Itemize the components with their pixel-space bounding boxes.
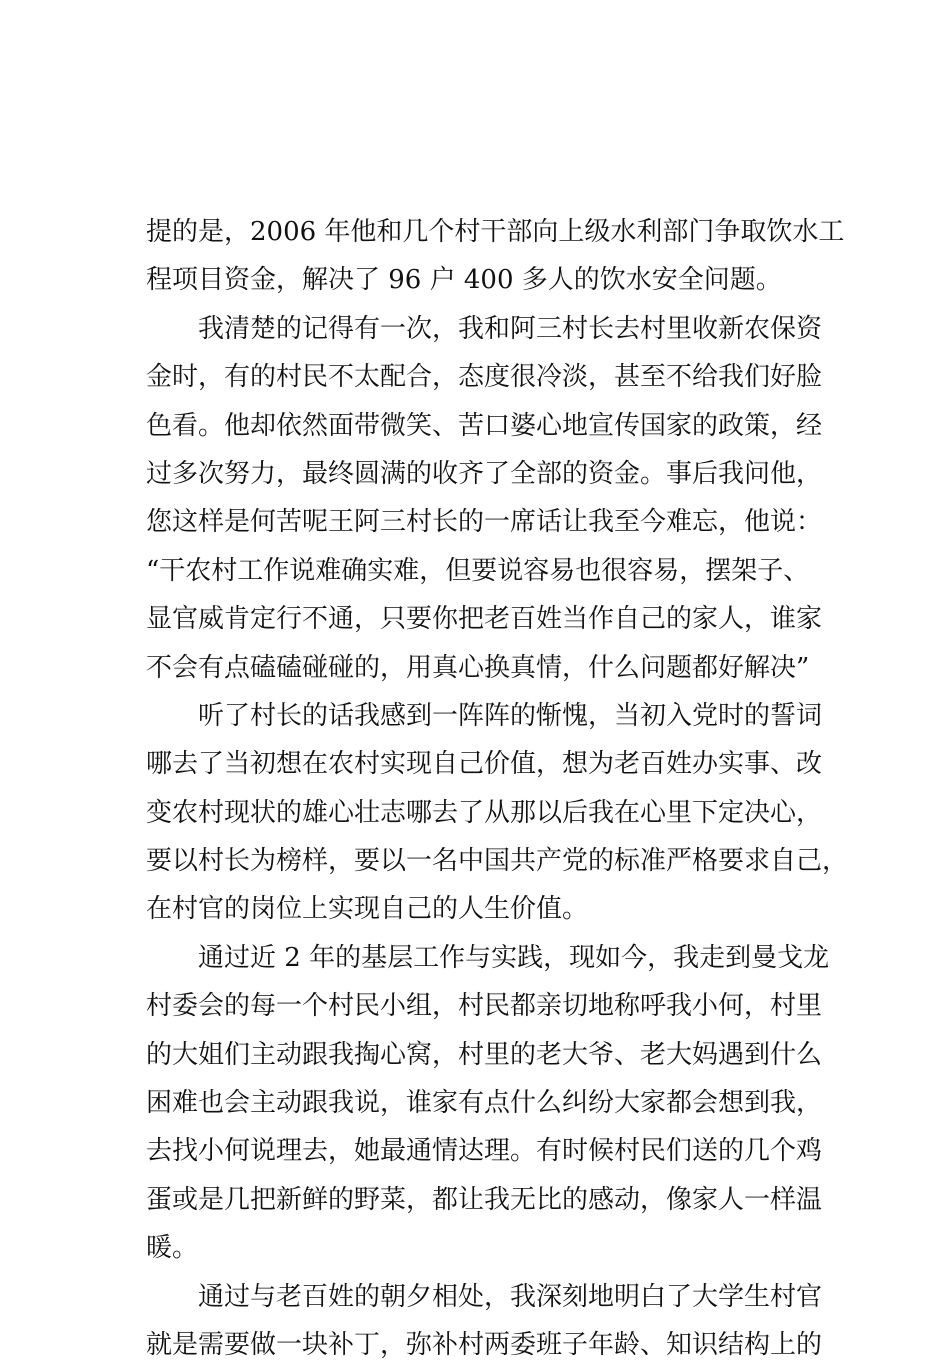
paragraph-start-line: 通过与老百姓的朝夕相处，我深刻地明白了大学生村官 <box>198 1281 823 1312</box>
text-line: 显官威肯定行不通，只要你把老百姓当作自己的家人，谁家 <box>146 604 823 635</box>
paragraph-start-line: 我清楚的记得有一次，我和阿三村长去村里收新农保资 <box>198 313 823 344</box>
text-line: 暖。 <box>146 1233 199 1264</box>
text-line: “干农村工作说难确实难，但要说容易也很容易，摆架子、 <box>146 555 810 586</box>
text-line: 色看。他却依然面带微笑、苦口婆心地宣传国家的政策，经 <box>146 410 823 441</box>
text-line: 金时，有的村民不太配合，态度很冷淡，甚至不给我们好脸 <box>146 362 823 393</box>
body-text <box>146 208 849 1369</box>
text-line: 去找小何说理去，她最通情达理。有时候村民们送的几个鸡 <box>146 1136 823 1167</box>
text-line: 就是需要做一块补丁，弥补村两委班子年龄、知识结构上的 <box>146 1329 823 1360</box>
text-line: 的大姐们主动跟我掏心窝，村里的老大爷、老大妈遇到什么 <box>146 1039 823 1070</box>
text-line: 您这样是何苦呢王阿三村长的一席话让我至今难忘，他说： <box>146 507 823 538</box>
text-line: 过多次努力，最终圆满的收齐了全部的资金。事后我问他， <box>146 458 823 489</box>
text-line: 困难也会主动跟我说，谁家有点什么纠纷大家都会想到我， <box>146 1088 823 1119</box>
text-line: 村委会的每一个村民小组，村民都亲切地称呼我小何，村里 <box>146 991 823 1022</box>
text-line: 不会有点磕磕碰碰的，用真心换真情，什么问题都好解决” <box>146 652 810 683</box>
text-line: 要以村长为榜样，要以一名中国共产党的标准严格要求自己， <box>146 846 849 877</box>
text-line: 程项目资金，解决了 96 户 400 多人的饮水安全问题。 <box>146 265 782 296</box>
paragraph-start-line: 听了村长的话我感到一阵阵的惭愧，当初入党时的誓词 <box>198 700 823 731</box>
text-line: 提的是，2006 年他和几个村干部向上级水利部门争取饮水工 <box>146 217 845 247</box>
text-line: 变农村现状的雄心壮志哪去了从那以后我在心里下定决心， <box>146 797 823 828</box>
text-line: 在村官的岗位上实现自己的人生价值。 <box>146 894 589 925</box>
paragraph-start-line: 通过近 2 年的基层工作与实践，现如今，我走到曼戈龙 <box>198 942 830 973</box>
text-line: 蛋或是几把新鲜的野菜，都让我无比的感动，像家人一样温 <box>146 1184 823 1215</box>
text-line: 哪去了当初想在农村实现自己价值，想为老百姓办实事、改 <box>146 749 823 780</box>
